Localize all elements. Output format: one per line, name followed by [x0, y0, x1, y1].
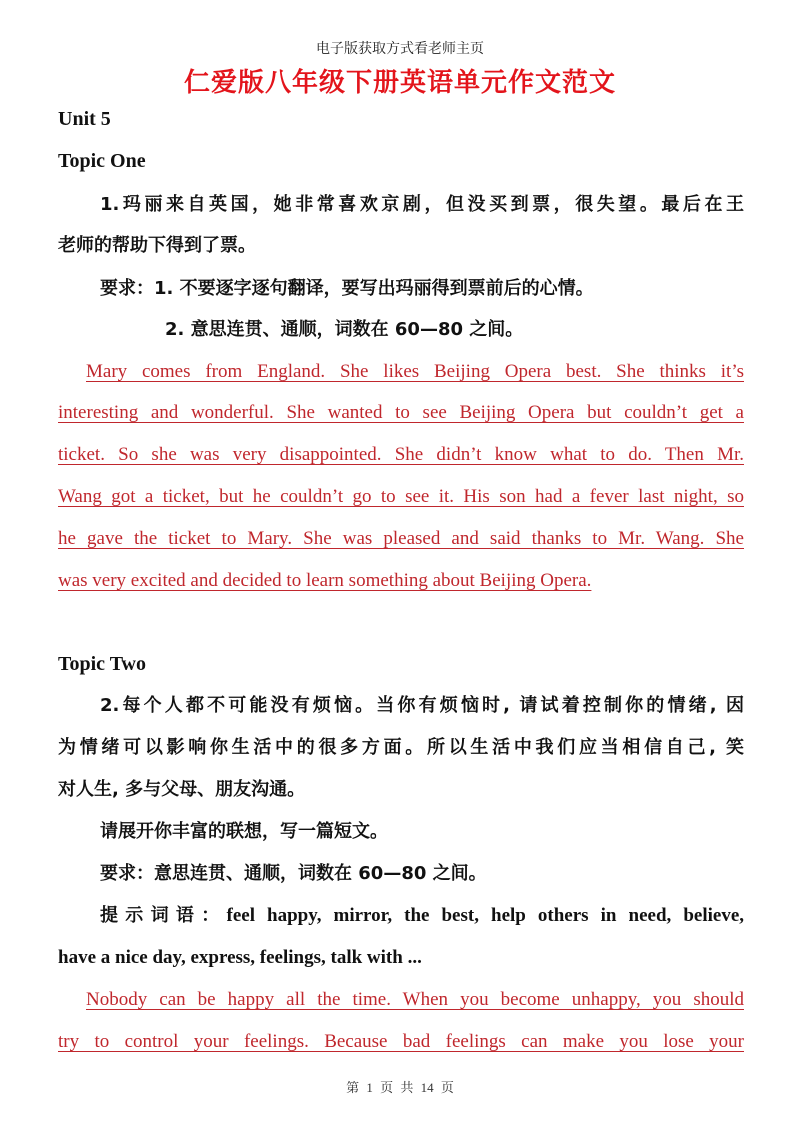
topic-one-essay-line-4: Wang got a ticket, but he couldn’t go to see it. His son had a fever last night, so — [58, 486, 744, 507]
topic-one-essay-line-3: ticket. So she was very disappointed. She didn’t know what to do. Then Mr. — [58, 444, 744, 465]
topic-one-essay-line-5: he gave the ticket to Mary. She was pleased and said thanks to Mr. Wang. She — [58, 528, 744, 549]
topic-two-hint-line-2: have a nice day, express, feelings, talk with ... — [58, 947, 422, 968]
unit-heading: Unit 5 — [58, 108, 111, 130]
hint-words-1: feel happy, mirror, the best, help others in need, believe, — [226, 905, 744, 926]
topic-two-instruction: 请展开你丰富的联想，写一篇短文。 — [100, 821, 388, 842]
topic-one-heading: Topic One — [58, 150, 146, 172]
hint-label: 提示词语： — [100, 905, 227, 926]
topic-two-heading: Topic Two — [58, 653, 146, 675]
page-footer: 第 1 页 共 14 页 — [346, 1080, 454, 1095]
topic-two-prompt-line-2: 为情绪可以影响你生活中的很多方面。所以生活中我们应当相信自己, 笑 — [58, 737, 744, 758]
topic-one-requirement-1: 要求：1. 不要逐字逐句翻译，要写出玛丽得到票前后的心情。 — [100, 278, 594, 299]
topic-two-essay-line-2: try to control your feelings. Because bad feelings can make you lose your — [58, 1031, 744, 1052]
topic-one-requirement-2: 2. 意思连贯、通顺，词数在 60—80 之间。 — [165, 319, 524, 340]
topic-two-prompt-line-1: 2.每个人都不可能没有烦恼。当你有烦恼时, 请试着控制你的情绪, 因 — [100, 695, 744, 716]
topic-one-essay-line-1: Mary comes from England. She likes Beijing Opera best. She thinks it’s — [86, 361, 744, 382]
topic-one-essay-line-6: was very excited and decided to learn something about Beijing Opera. — [58, 570, 592, 591]
topic-two-requirement: 要求：意思连贯、通顺，词数在 60—80 之间。 — [100, 863, 487, 884]
topic-two-prompt-line-3: 对人生, 多与父母、朋友沟通。 — [58, 779, 306, 800]
topic-one-essay-line-2: interesting and wonderful. She wanted to see Beijing Opera but couldn’t get a — [58, 402, 744, 423]
document-title: 仁爱版八年级下册英语单元作文范文 — [183, 68, 616, 97]
topic-one-prompt-line-2: 老师的帮助下得到了票。 — [58, 235, 256, 256]
topic-two-essay-line-1: Nobody can be happy all the time. When you become unhappy, you should — [86, 989, 744, 1010]
topic-one-prompt-line-1: 1.玛丽来自英国，她非常喜欢京剧，但没买到票，很失望。最后在王 — [100, 194, 744, 215]
header-note: 电子版获取方式看老师主页 — [316, 42, 484, 57]
topic-two-hint-line-1 — [100, 904, 744, 928]
